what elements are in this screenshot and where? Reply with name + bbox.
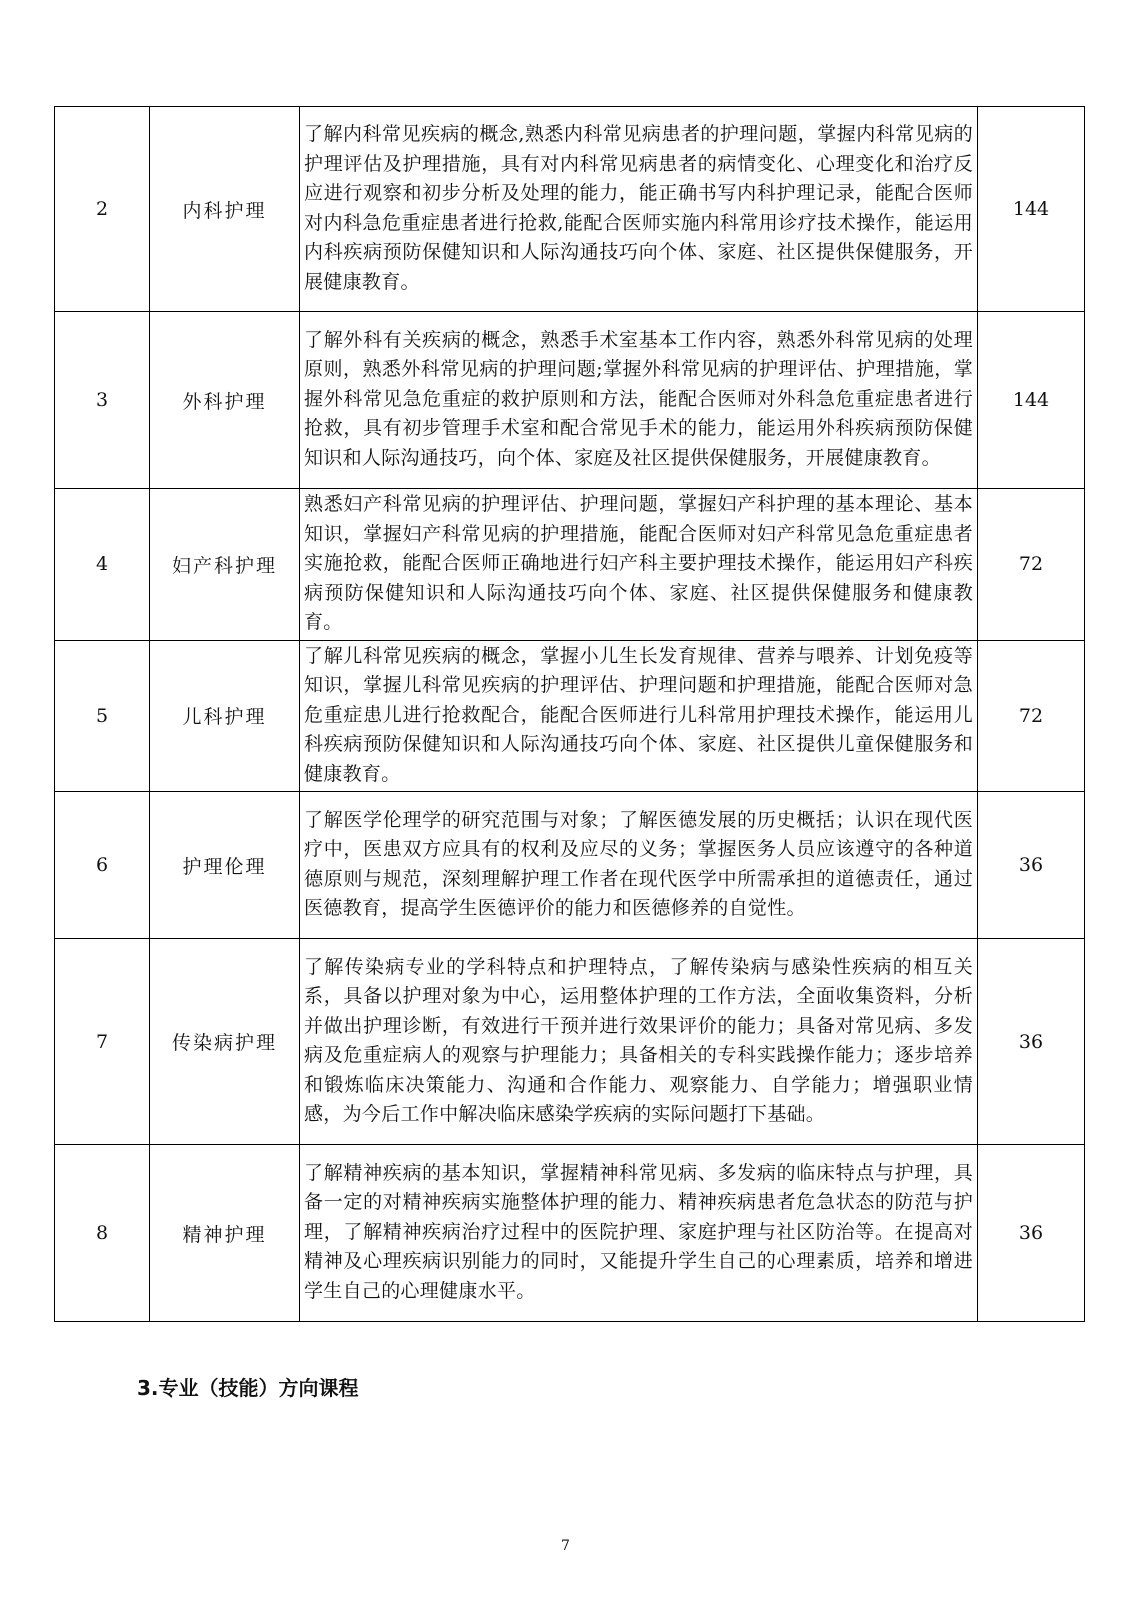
- page-number: 7: [561, 1538, 570, 1554]
- table-row: [55, 792, 1085, 939]
- course-description: 了解传染病专业的学科特点和护理特点，了解传染病与感染性疾病的相互关系，具备以护理对象为中心，运用整体护理的工作方法，全面收集资料，分析并做出护理诊断，有效进行干预并进行效果评价的能力；具备对常见病、多发病及危重症病人的观察与护理能力；具备相关的专科实践操作能力；逐步培养和锻炼临床决策能力、沟通和合作能力、观察能力、自学能力；增强职业情感，为今后工作中解决临床感染学疾病的实际问题打下基础。: [300, 939, 978, 1145]
- table-row: [55, 312, 1085, 489]
- course-hours: 36: [978, 792, 1085, 939]
- row-number: 2: [55, 107, 150, 312]
- course-name: 妇产科护理: [150, 489, 300, 641]
- row-number: 6: [55, 792, 150, 939]
- row-number: 8: [55, 1145, 150, 1322]
- course-name: 儿科护理: [150, 640, 300, 792]
- course-hours: 144: [978, 312, 1085, 489]
- course-description: 熟悉妇产科常见病的护理评估、护理问题，掌握妇产科护理的基本理论、基本知识，掌握妇产科常见病的护理措施，能配合医师对妇产科常见急危重症患者实施抢救，能配合医师正确地进行妇产科主要护理技术操作，能运用妇产科疾病预防保健知识和人际沟通技巧向个体、家庭、社区提供保健服务和健康教育。: [300, 489, 978, 641]
- table-row: [55, 1145, 1085, 1322]
- row-number: 3: [55, 312, 150, 489]
- course-name: 内科护理: [150, 107, 300, 312]
- course-hours: 36: [978, 1145, 1085, 1322]
- table-row: [55, 939, 1085, 1145]
- course-hours: 36: [978, 939, 1085, 1145]
- table-row: [55, 640, 1085, 792]
- course-table: [54, 106, 1085, 1322]
- row-number: 7: [55, 939, 150, 1145]
- course-description: 了解外科有关疾病的概念，熟悉手术室基本工作内容，熟悉外科常见病的处理原则，熟悉外科常见病的护理问题;掌握外科常见病的护理评估、护理措施，掌握外科常见急危重症的救护原则和方法，能配合医师对外科急危重症患者进行抢救，具有初步管理手术室和配合常见手术的能力，能运用外科疾病预防保健知识和人际沟通技巧，向个体、家庭及社区提供保健服务，开展健康教育。: [300, 312, 978, 489]
- course-description: 了解医学伦理学的研究范围与对象；了解医德发展的历史概括；认识在现代医疗中，医患双方应具有的权利及应尽的义务；掌握医务人员应该遵守的各种道德原则与规范，深刻理解护理工作者在现代医学中所需承担的道德责任，通过医德教育，提高学生医德评价的能力和医德修养的自觉性。: [300, 792, 978, 939]
- course-description: 了解儿科常见疾病的概念，掌握小儿生长发育规律、营养与喂养、计划免疫等知识，掌握儿科常见疾病的护理评估、护理问题和护理措施，能配合医师对急危重症患儿进行抢救配合，能配合医师进行儿科常用护理技术操作，能运用儿科疾病预防保健知识和人际沟通技巧向个体、家庭、社区提供儿童保健服务和健康教育。: [300, 640, 978, 792]
- course-name: 精神护理: [150, 1145, 300, 1322]
- table-row: [55, 489, 1085, 641]
- row-number: 5: [55, 640, 150, 792]
- course-name: 传染病护理: [150, 939, 300, 1145]
- course-hours: 144: [978, 107, 1085, 312]
- table-row: [55, 107, 1085, 312]
- course-name: 护理伦理: [150, 792, 300, 939]
- course-hours: 72: [978, 489, 1085, 641]
- course-name: 外科护理: [150, 312, 300, 489]
- course-description: 了解内科常见疾病的概念,熟悉内科常见病患者的护理问题，掌握内科常见病的护理评估及护理措施，具有对内科常见病患者的病情变化、心理变化和治疗反应进行观察和初步分析及处理的能力，能正确书写内科护理记录，能配合医师对内科急危重症患者进行抢救,能配合医师实施内科常用诊疗技术操作，能运用内科疾病预防保健知识和人际沟通技巧向个体、家庭、社区提供保健服务，开展健康教育。: [300, 107, 978, 312]
- course-description: 了解精神疾病的基本知识，掌握精神科常见病、多发病的临床特点与护理，具备一定的对精神疾病实施整体护理的能力、精神疾病患者危急状态的防范与护理，了解精神疾病治疗过程中的医院护理、家庭护理与社区防治等。在提高对精神及心理疾病识别能力的同时，又能提升学生自己的心理素质，培养和增进学生自己的心理健康水平。: [300, 1145, 978, 1322]
- section-heading: 3.专业（技能）方向课程: [137, 1376, 359, 1400]
- course-hours: 72: [978, 640, 1085, 792]
- row-number: 4: [55, 489, 150, 641]
